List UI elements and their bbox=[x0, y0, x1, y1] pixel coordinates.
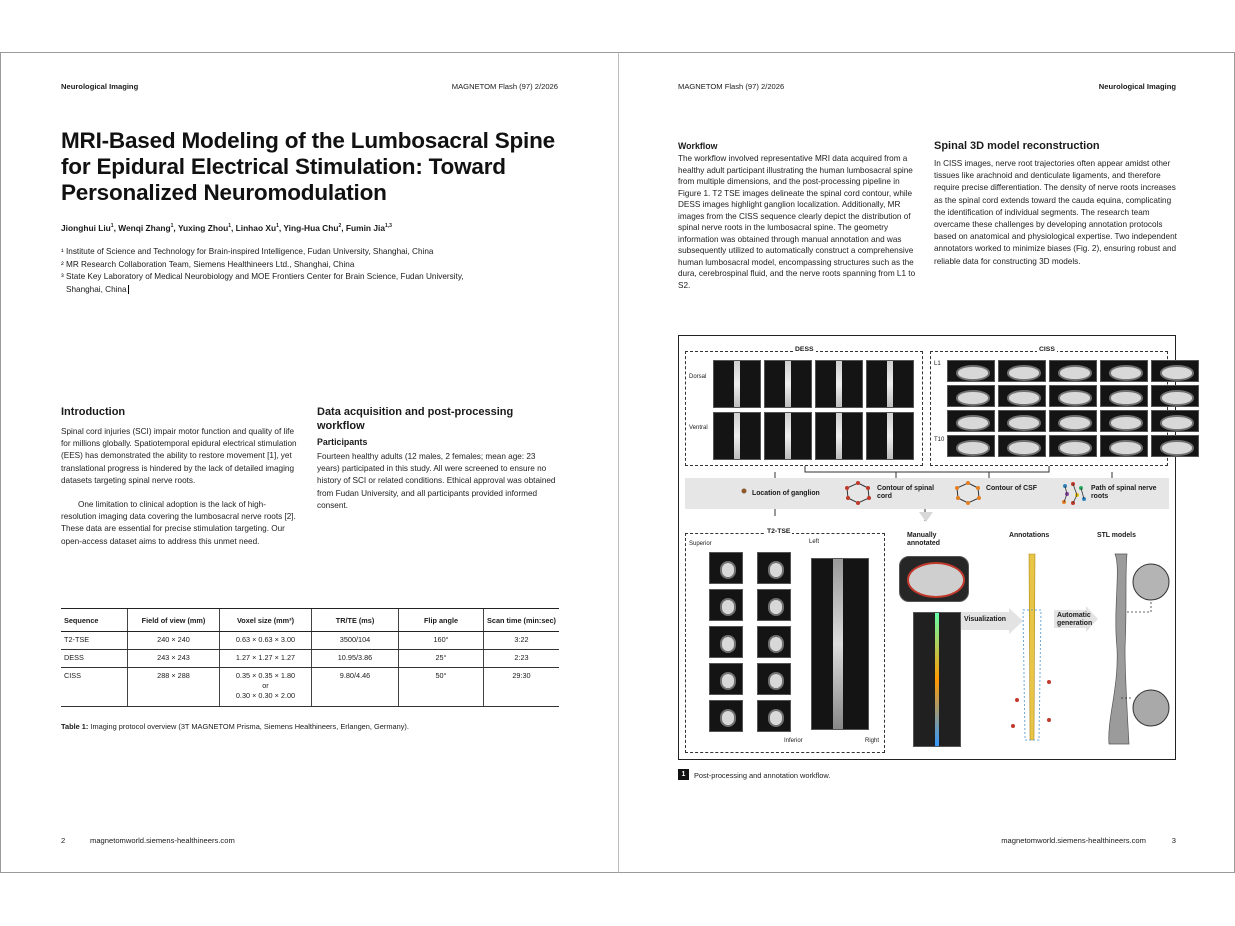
legend-csf: Contour of CSF bbox=[986, 485, 1037, 492]
recon-heading: Spinal 3D model reconstruction bbox=[934, 140, 1100, 152]
mri-thumbnail bbox=[709, 589, 743, 621]
manually-annotated-label: Manually annotated bbox=[907, 532, 940, 547]
table-cell: 288 × 288 bbox=[128, 668, 220, 707]
table-caption: Table 1: Imaging protocol overview (3T MAGNETOM Prisma, Siemens Healthineers, Erlangen, Germany). bbox=[61, 722, 409, 731]
page-number: 2 bbox=[61, 836, 66, 845]
mri-thumbnail bbox=[757, 552, 791, 584]
visualization-label: Visualization bbox=[964, 616, 1006, 623]
table-header: Sequence bbox=[61, 609, 128, 632]
stl-models-label: STL models bbox=[1097, 532, 1136, 539]
left-label: Left bbox=[809, 539, 820, 545]
mri-thumbnail bbox=[709, 663, 743, 695]
legend-nerve-roots: Path of spinal nerve roots bbox=[1091, 485, 1157, 500]
left-page bbox=[0, 52, 619, 873]
affiliation: ² MR Research Collaboration Team, Siemens Healthineers Ltd., Shanghai, China bbox=[61, 260, 355, 269]
section-label: Neurological Imaging bbox=[61, 82, 139, 91]
right-page bbox=[618, 52, 1235, 873]
mri-thumbnail bbox=[866, 360, 914, 408]
right-label: Right bbox=[865, 738, 880, 744]
table-row bbox=[61, 668, 559, 707]
mri-thumbnail bbox=[1049, 360, 1097, 382]
mri-thumbnail bbox=[709, 552, 743, 584]
automatic-generation-label: Automatic generation bbox=[1057, 612, 1093, 627]
author: Linhao Xu bbox=[235, 223, 277, 233]
table-header: Flip angle bbox=[399, 609, 484, 632]
mri-thumbnail bbox=[998, 410, 1046, 432]
table-cell: 3:22 bbox=[484, 632, 560, 650]
author: Jionghui Liu bbox=[61, 223, 111, 233]
mri-thumbnail bbox=[764, 412, 812, 460]
affiliation: ³ State Key Laboratory of Medical Neurobiology and MOE Frontiers Center for Brain Science, Fudan University, bbox=[61, 272, 464, 281]
mri-thumbnail bbox=[998, 385, 1046, 407]
issue-label: MAGNETOM Flash (97) 2/2026 bbox=[451, 82, 558, 91]
mri-thumbnail bbox=[1151, 435, 1199, 457]
dorsal-label: Dorsal bbox=[689, 374, 707, 380]
imaging-protocol-table bbox=[61, 608, 559, 707]
annotated-slice-image bbox=[899, 556, 969, 602]
mri-thumbnail bbox=[1049, 435, 1097, 457]
mri-thumbnail bbox=[1100, 385, 1148, 407]
mri-thumbnail bbox=[947, 360, 995, 382]
mri-thumbnail bbox=[947, 410, 995, 432]
data-acquisition-heading: Data acquisition and post-processing workflow bbox=[317, 406, 514, 432]
mri-thumbnail bbox=[1100, 410, 1148, 432]
mri-thumbnail bbox=[947, 385, 995, 407]
t10-label: T10 bbox=[934, 437, 945, 443]
mri-thumbnail bbox=[1049, 385, 1097, 407]
table-cell: 9.80/4.46 bbox=[312, 668, 399, 707]
inferior-label: Inferior bbox=[784, 738, 803, 744]
legend-ganglion: Location of ganglion bbox=[752, 490, 820, 497]
workflow-paragraph: The workflow involved representative MRI data acquired from a healthy adult participant illustrating the human lumbosacral spine from multiple dimensions, and the post-processing pipeline in Figure 1. T2 TSE images delineate the spinal cord contour, while DESS images highlight ganglion localization. Additionally, MR images from the CISS sequence clearly depict the distribution of spinal nerve roots in the lumbosacral spine. The geometry information was obtained through manual annotation and was subsequently utilized to automatically construct a comprehensive human lumbosacral model, encompassing structures such as the dura, cerebrospinal fluid, and the nerve roots spanning from L1 to S2. bbox=[678, 154, 916, 290]
author-list: Jionghui Liu$^1$, Wenqi Zhang$^1$, Yuxing Zhou$^1$, Linhao Xu$^1$, Ying-Hua Chu$^2$, Fumin Jia$^{1,3}$ bbox=[61, 223, 392, 233]
mri-thumbnail bbox=[709, 700, 743, 732]
figure-caption: Post-processing and annotation workflow. bbox=[694, 771, 831, 780]
mri-thumbnail bbox=[815, 412, 863, 460]
mri-thumbnail bbox=[815, 360, 863, 408]
table-row bbox=[61, 650, 559, 668]
table-cell: 0.35 × 0.35 × 1.80 or 0.30 × 0.30 × 2.00 bbox=[220, 668, 312, 707]
mri-thumbnail bbox=[1049, 410, 1097, 432]
t2-sagittal-stack bbox=[811, 558, 869, 730]
footer-url[interactable]: magnetomworld.siemens-healthineers.com bbox=[1001, 836, 1146, 845]
annotations-label: Annotations bbox=[1009, 532, 1050, 539]
mri-thumbnail bbox=[1151, 410, 1199, 432]
annotations-3d-model bbox=[1009, 550, 1055, 750]
mri-thumbnail bbox=[757, 700, 791, 732]
table-cell: 1.27 × 1.27 × 1.27 bbox=[220, 650, 312, 668]
author: Yuxing Zhou bbox=[177, 223, 229, 233]
table-cell: 3500/104 bbox=[312, 632, 399, 650]
mri-thumbnail bbox=[757, 626, 791, 658]
page-number: 3 bbox=[1171, 836, 1176, 845]
participants-heading: Participants bbox=[317, 437, 368, 447]
intro-paragraph-1: Spinal cord injuries (SCI) impair motor function and quality of life for millions globally. Spatiotemporal epidural electrical stimulation (EES) has demonstrated the ability to restore movement [1], yet translational progress is hindered by the lack of detailed imaging datasets targeting spinal nerve roots. bbox=[61, 427, 297, 485]
author: Ying-Hua Chu bbox=[283, 223, 339, 233]
workflow-heading: Workflow bbox=[678, 141, 718, 151]
ciss-label: CISS bbox=[1039, 346, 1055, 353]
l1-label: L1 bbox=[934, 361, 941, 367]
figure-number-badge: 1 bbox=[678, 769, 689, 780]
mri-thumbnail bbox=[947, 435, 995, 457]
legend-spinal-cord: Contour of spinal cord bbox=[877, 485, 935, 500]
dess-label: DESS bbox=[795, 346, 814, 353]
table-cell: 243 × 243 bbox=[128, 650, 220, 668]
csf-contour-icon bbox=[954, 481, 982, 505]
mri-thumbnail bbox=[998, 435, 1046, 457]
intro-heading: Introduction bbox=[61, 406, 126, 418]
table-header: Scan time (min:sec) bbox=[484, 609, 560, 632]
table-cell: CISS bbox=[61, 668, 128, 707]
mri-thumbnail bbox=[757, 663, 791, 695]
nerve-root-path-icon bbox=[1059, 480, 1089, 506]
mri-thumbnail bbox=[764, 360, 812, 408]
mri-thumbnail bbox=[1100, 435, 1148, 457]
table-cell: DESS bbox=[61, 650, 128, 668]
mri-thumbnail bbox=[1151, 360, 1199, 382]
superior-label: Superior bbox=[689, 541, 712, 547]
spinal-cord-contour-icon bbox=[844, 481, 872, 505]
table-cell: 240 × 240 bbox=[128, 632, 220, 650]
mri-thumbnail bbox=[713, 360, 761, 408]
author: Wenqi Zhang bbox=[118, 223, 171, 233]
table-cell: 2:23 bbox=[484, 650, 560, 668]
annotated-3d-view bbox=[913, 612, 961, 747]
workflow-figure bbox=[678, 335, 1176, 760]
table-cell: 0.63 × 0.63 × 3.00 bbox=[220, 632, 312, 650]
table-cell: 25° bbox=[399, 650, 484, 668]
issue-label: MAGNETOM Flash (97) 2/2026 bbox=[678, 82, 785, 91]
mri-thumbnail bbox=[757, 589, 791, 621]
section-label: Neurological Imaging bbox=[1098, 82, 1176, 91]
table-cell: T2-TSE bbox=[61, 632, 128, 650]
author: Fumin Jia bbox=[345, 223, 385, 233]
mri-thumbnail bbox=[709, 626, 743, 658]
table-cell: 10.95/3.86 bbox=[312, 650, 399, 668]
table-cell: 29:30 bbox=[484, 668, 560, 707]
t2-tse-label: T2-TSE bbox=[767, 528, 791, 535]
mri-thumbnail bbox=[713, 412, 761, 460]
ganglion-icon bbox=[739, 486, 749, 496]
table-header: Voxel size (mm³) bbox=[220, 609, 312, 632]
table-cell: 50° bbox=[399, 668, 484, 707]
mri-thumbnail bbox=[998, 360, 1046, 382]
table-header: TR/TE (ms) bbox=[312, 609, 399, 632]
footer-url[interactable]: magnetomworld.siemens-healthineers.com bbox=[90, 836, 235, 845]
mri-thumbnail bbox=[866, 412, 914, 460]
table-header: Field of view (mm) bbox=[128, 609, 220, 632]
mri-thumbnail bbox=[1151, 385, 1199, 407]
mri-thumbnail bbox=[1100, 360, 1148, 382]
recon-paragraph: In CISS images, nerve root trajectories often appear amidst other tissues like arachnoid and denticulate ligaments, and therefore require precise differentiation. The density of nerve roots increases as the spinal cord extends toward the cauda equina, complicating the identification of individual segments. The research team overcame these challenges by developing annotation protocols based on anatomical and physiological expertise. Two independent annotators worked to minimize biases (Fig. 2), ensuring robust and reliable data for constructing 3D models. bbox=[934, 159, 1177, 266]
stl-3d-model bbox=[1099, 548, 1171, 752]
ventral-label: Ventral bbox=[689, 425, 708, 431]
affiliation: ¹ Institute of Science and Technology for Brain-inspired Intelligence, Fudan University, Shanghai, China bbox=[61, 247, 434, 256]
participants-paragraph: Fourteen healthy adults (12 males, 2 females; mean age: 23 years) participated in this study. All were screened to ensure no history of SCI or related conditions. Ethical approval was obtained from Fudan University, and all participants provided informed consent. bbox=[317, 452, 556, 510]
affiliation: Shanghai, China bbox=[66, 285, 127, 294]
table-header-row bbox=[61, 609, 559, 632]
intro-paragraph-2: One limitation to clinical adoption is the lack of high-resolution imaging data covering the lumbosacral nerve roots [2]. These data are essential for precise stimulation targeting. Our open-access dataset aims to address this unmet need. bbox=[61, 500, 296, 546]
table-cell: 160° bbox=[399, 632, 484, 650]
table-row bbox=[61, 632, 559, 650]
article-title: MRI-Based Modeling of the Lumbosacral Spine for Epidural Electrical Stimulation: Toward Personalized Neuromodulation bbox=[61, 128, 555, 205]
